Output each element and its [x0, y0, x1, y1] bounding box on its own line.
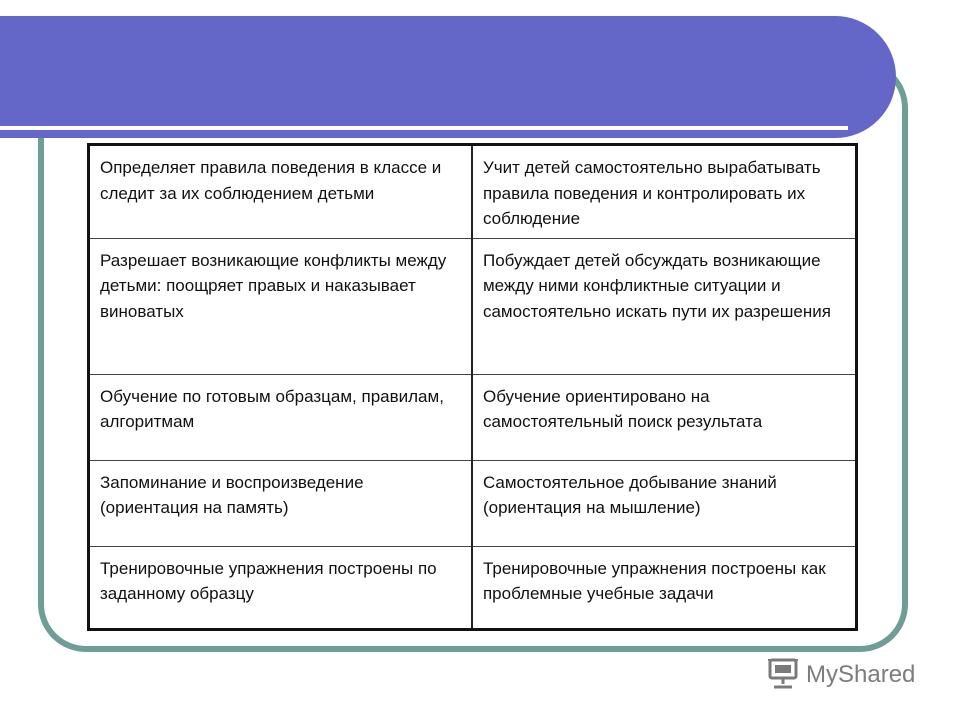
table-cell-left: Тренировочные упражнения построены по заданному образцу	[89, 546, 472, 629]
table-row	[89, 460, 857, 546]
header-band	[0, 16, 896, 138]
table-cell-left: Определяет правила поведения в классе и следит за их соблюдением детьми	[89, 145, 472, 239]
table-cell-right: Побуждает детей обсуждать возникающие между ними конфликтные ситуации и самостоятельно искать пути их разрешения	[472, 238, 857, 374]
table-cell-right: Тренировочные упражнения построены как проблемные учебные задачи	[472, 546, 857, 629]
table-cell-right: Самостоятельное добывание знаний (ориентация на мышление)	[472, 460, 857, 546]
table-cell-right: Учит детей самостоятельно вырабатывать правила поведения и контролировать их соблюдение	[472, 145, 857, 239]
table-cell-left: Разрешает возникающие конфликты между детьми: поощряет правых и наказывает виноватых	[89, 238, 472, 374]
table-row	[89, 238, 857, 374]
watermark[interactable]	[766, 658, 915, 692]
watermark-text: MyShared	[806, 661, 916, 688]
table-cell-right: Обучение ориентировано на самостоятельный поиск результата	[472, 374, 857, 460]
table-row	[89, 145, 857, 239]
table-cell-left: Запоминание и воспроизведение (ориентация на память)	[89, 460, 472, 546]
table-cell-left: Обучение по готовым образцам, правилам, алгоритмам	[89, 374, 472, 460]
presentation-board-icon	[766, 657, 800, 694]
header-divider	[0, 126, 848, 130]
table-row	[89, 374, 857, 460]
comparison-table	[87, 143, 858, 631]
table-row	[89, 546, 857, 629]
